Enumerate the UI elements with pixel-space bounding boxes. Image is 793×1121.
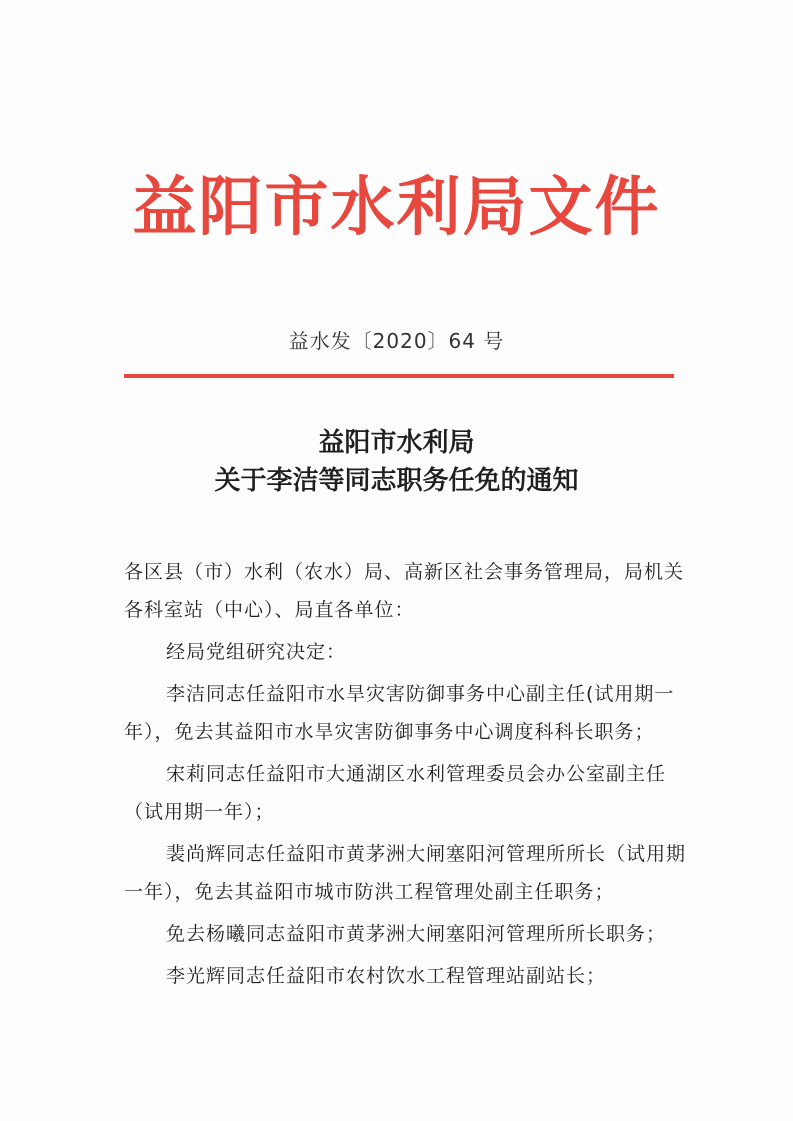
notice-subject bbox=[0, 424, 793, 500]
body-line: 一年），免去其益阳市城市防洪工程管理处副主任职务； bbox=[124, 881, 615, 903]
body-line: 年），免去其益阳市水旱灾害防御事务中心调度科科长职务； bbox=[124, 721, 655, 743]
body-line: （试用期一年）； bbox=[124, 801, 275, 823]
issuer-title: 益阳市水利局文件 bbox=[132, 170, 661, 245]
body-line: 经局党组研究决定： bbox=[166, 641, 347, 663]
body-line: 各区县（市）水利（农水）局、高新区社会事务管理局，局机关 bbox=[124, 561, 685, 583]
red-divider-line bbox=[124, 374, 674, 378]
subject-line-title: 关于李洁等同志职务任免的通知 bbox=[214, 466, 579, 496]
document-number: 益水发〔2020〕64 号 bbox=[288, 329, 505, 353]
body-line: 宋莉同志任益阳市大通湖区水利管理委员会办公室副主任 bbox=[166, 763, 667, 785]
subject-line-issuer: 益阳市水利局 bbox=[318, 428, 475, 458]
notice-body bbox=[124, 553, 724, 995]
body-line: 免去杨曦同志益阳市黄茅洲大闸塞阳河管理所所长职务； bbox=[166, 923, 667, 945]
body-line: 各科室站（中心）、局直各单位： bbox=[124, 599, 415, 621]
body-line: 李光辉同志任益阳市农村饮水工程管理站副站长； bbox=[166, 965, 607, 987]
body-line: 裴尚辉同志任益阳市黄茅洲大闸塞阳河管理所所长（试用期 bbox=[166, 843, 687, 865]
body-line: 李洁同志任益阳市水旱灾害防御事务中心副主任(试用期一 bbox=[166, 683, 675, 705]
